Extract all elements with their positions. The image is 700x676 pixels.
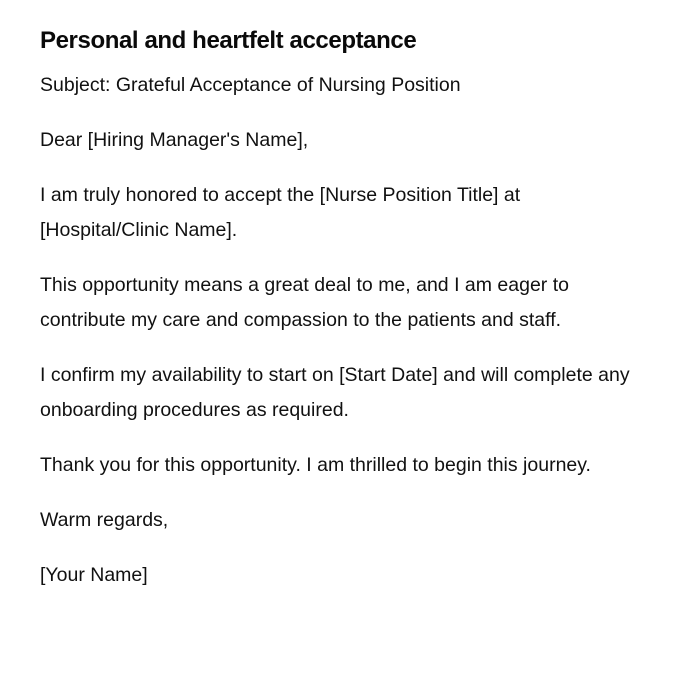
body-paragraph-acceptance: I am truly honored to accept the [Nurse Position Title] at [Hospital/Clinic Name]. [40,184,521,241]
letter-title: Personal and heartfelt acceptance [40,27,417,54]
body-paragraph-availability: I confirm my availability to start on [Start Date] and will complete any onboarding procedures as required. [40,364,630,421]
signature: [Your Name] [40,564,148,586]
subject-line: Subject: Grateful Acceptance of Nursing Position [40,74,461,96]
salutation: Dear [Hiring Manager's Name], [40,129,309,151]
body-paragraph-opportunity: This opportunity means a great deal to me, and I am eager to contribute my care and compassion to the patients and staff. [40,274,569,331]
closing: Warm regards, [40,509,169,531]
body-paragraph-thanks: Thank you for this opportunity. I am thrilled to begin this journey. [40,454,591,476]
